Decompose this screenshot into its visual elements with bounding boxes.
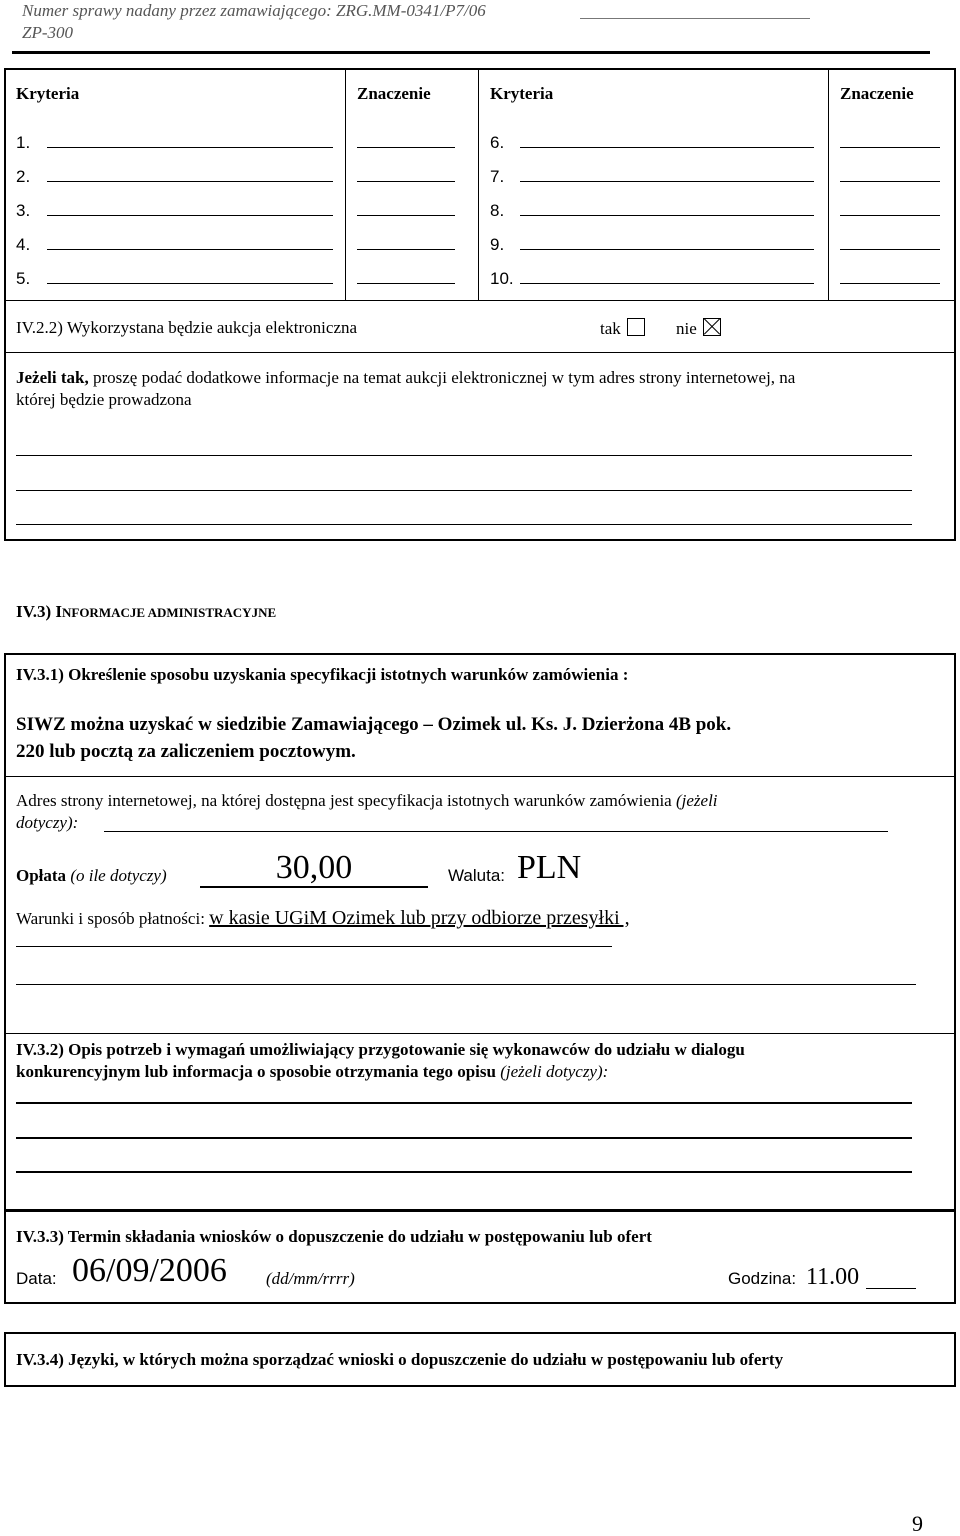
weight-blank[interactable]: [840, 283, 940, 284]
weight-blank[interactable]: [357, 249, 455, 250]
criteria-divider-3: [828, 69, 829, 301]
criterion-number: 10.: [490, 269, 514, 288]
needs-answer-line[interactable]: [16, 1171, 912, 1173]
spec-answer-line1: SIWZ można uzyskać w siedzibie Zamawiającego – Ozimek ul. Ks. J. Dzierżona 4B pok.: [16, 714, 732, 735]
weight-blank[interactable]: [840, 215, 940, 216]
spec-question: IV.3.1) Określenie sposobu uzyskania specyfikacji istotnych warunków zamówienia :: [16, 665, 629, 684]
criterion-number: 3.: [16, 201, 31, 220]
needs-answer-line[interactable]: [16, 1137, 912, 1139]
weight-blank[interactable]: [357, 147, 455, 148]
auction-info-bold: Jeżeli tak,: [16, 368, 89, 387]
case-number-header: [22, 0, 486, 44]
auction-answer-line[interactable]: [16, 524, 912, 525]
languages-question: IV.3.4) Języki, w których można sporządzać wnioski o dopuszczenie do udziału w postępowaniu lub oferty: [16, 1350, 784, 1369]
weight-blank[interactable]: [357, 215, 455, 216]
needs-question-text: konkurencyjnym lub informacja o sposobie otrzymania tego opisu: [16, 1062, 496, 1081]
spec-address-field[interactable]: [104, 831, 888, 832]
spec-address-note: (jeżeli: [675, 791, 718, 810]
weight-blank[interactable]: [357, 181, 455, 182]
criteria-bottom-rule: [5, 300, 955, 301]
auction-bottom-rule: [5, 352, 955, 353]
needs-question-note: (jeżeli dotyczy):: [500, 1062, 609, 1081]
weight-blank[interactable]: [840, 181, 940, 182]
payment-extra-line[interactable]: [16, 946, 612, 947]
auction-question: IV.2.2) Wykorzystana będzie aukcja elektroniczna: [16, 318, 358, 337]
yes-checkbox[interactable]: [627, 318, 645, 336]
criterion-blank[interactable]: [520, 215, 814, 216]
weight-blank[interactable]: [840, 147, 940, 148]
no-label: nie: [676, 319, 697, 338]
criterion-blank[interactable]: [520, 249, 814, 250]
criterion-blank[interactable]: [47, 147, 333, 148]
weight-header-left: Znaczenie: [357, 84, 431, 103]
section-title-smallcaps: NFORMACJE ADMINISTRACYJNE: [61, 605, 277, 620]
criterion-blank[interactable]: [47, 249, 333, 250]
needs-answer-line[interactable]: [16, 1102, 912, 1104]
auction-info-line2: której będzie prowadzona: [16, 390, 192, 409]
fee-value[interactable]: 30,00: [200, 850, 428, 888]
auction-answer-line[interactable]: [16, 490, 912, 491]
fee-note: (o ile dotyczy): [70, 866, 167, 885]
criterion-number: 9.: [490, 235, 505, 254]
auction-option-no[interactable]: [676, 318, 721, 339]
auction-info-line1: [16, 368, 795, 388]
header-underline: [580, 18, 810, 19]
criteria-divider-2: [478, 69, 479, 301]
spec-rule-1: [5, 776, 955, 777]
needs-question-line2: [16, 1062, 608, 1082]
time-underline: [866, 1288, 916, 1289]
deadline-question: IV.3.3) Termin składania wniosków o dopuszczenie do udziału w postępowaniu lub ofert: [16, 1227, 652, 1246]
spec-address-line1: [16, 791, 718, 811]
criteria-divider-1: [345, 69, 346, 301]
header-rule: [12, 51, 930, 54]
spec-rule-2: [5, 1033, 955, 1034]
criteria-auction-box: [4, 68, 956, 541]
criterion-number: 2.: [16, 167, 31, 186]
criteria-header-right: Kryteria: [490, 84, 554, 103]
criterion-blank[interactable]: [47, 283, 333, 284]
weight-header-right: Znaczenie: [840, 84, 914, 103]
weight-blank[interactable]: [840, 249, 940, 250]
payment-value[interactable]: w kasie UGiM Ozimek lub przy odbiorze przesyłki ,: [209, 907, 630, 929]
page-number: 9: [912, 1511, 923, 1536]
criterion-blank[interactable]: [47, 181, 333, 182]
needs-question-line1: IV.3.2) Opis potrzeb i wymagań umożliwiający przygotowanie się wykonawców do udziału w dialogu: [16, 1040, 745, 1059]
currency-label: Waluta:: [448, 866, 506, 885]
spec-address-note2: dotyczy):: [16, 813, 79, 832]
fee-label: Opłata: [16, 866, 67, 885]
payment-label: Warunki i sposób płatności:: [16, 909, 205, 928]
criterion-blank[interactable]: [47, 215, 333, 216]
auction-option-yes[interactable]: [600, 318, 645, 339]
currency-value[interactable]: PLN: [517, 849, 582, 886]
criterion-number: 5.: [16, 269, 31, 288]
time-value[interactable]: 11.00: [806, 1264, 860, 1290]
auction-info-text: proszę podać dodatkowe informacje na temat aukcji elektronicznej w tym adres strony internetowej, na: [88, 368, 796, 387]
date-label: Data:: [16, 1269, 57, 1288]
time-label: Godzina:: [728, 1269, 797, 1288]
criterion-number: 6.: [490, 133, 505, 152]
case-number-line: Numer sprawy nadany przez zamawiającego: ZRG.MM-0341/P7/06: [22, 1, 486, 20]
criterion-blank[interactable]: [520, 283, 814, 284]
date-format: (dd/mm/rrrr): [266, 1269, 355, 1288]
criterion-blank[interactable]: [520, 147, 814, 148]
section-title-prefix: IV.3) I: [16, 602, 62, 621]
section-iv3-title: [16, 602, 276, 623]
payment-row: [16, 908, 630, 929]
criteria-header-left: Kryteria: [16, 84, 80, 103]
spec-answer-line2: 220 lub pocztą za zaliczeniem pocztowym.: [16, 741, 356, 762]
date-value[interactable]: 06/09/2006: [72, 1252, 227, 1289]
criterion-number: 4.: [16, 235, 31, 254]
criterion-number: 1.: [16, 133, 31, 152]
no-checkbox-checked[interactable]: [703, 318, 721, 336]
criterion-blank[interactable]: [520, 181, 814, 182]
weight-blank[interactable]: [357, 283, 455, 284]
case-code-line: ZP-300: [22, 23, 73, 42]
criterion-number: 8.: [490, 201, 505, 220]
criterion-number: 7.: [490, 167, 505, 186]
fee-label-group: [16, 866, 167, 886]
auction-answer-line[interactable]: [16, 455, 912, 456]
spec-address-label: Adres strony internetowej, na której dostępna jest specyfikacja istotnych warunków zamówienia: [16, 791, 672, 810]
yes-label: tak: [600, 319, 621, 338]
payment-extra-line[interactable]: [16, 984, 916, 985]
